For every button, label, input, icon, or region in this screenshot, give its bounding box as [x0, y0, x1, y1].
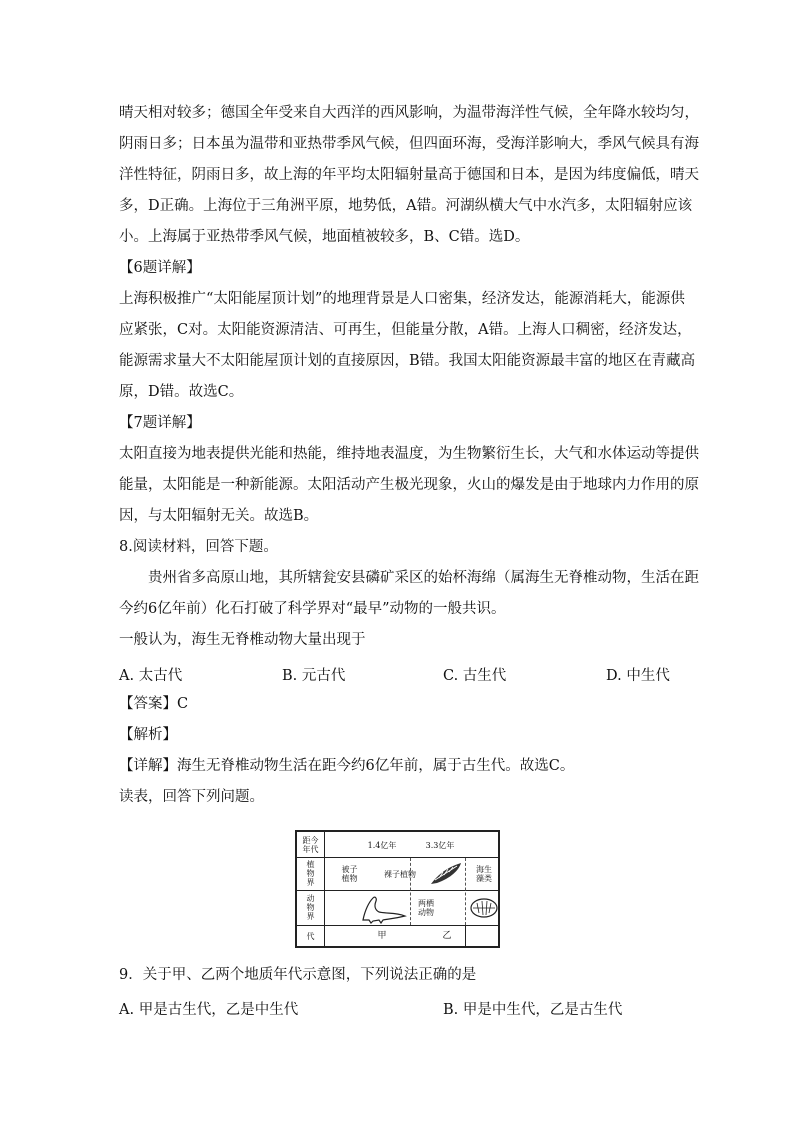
q8-question: 一般认为，海生无脊椎动物大量出现于 — [119, 632, 366, 648]
q8-stem: 8.阅读材料，回答下题。 — [119, 539, 278, 555]
text-line: 应紧张，C对。太阳能资源清洁、可再生，但能量分散，A错。上海人口稠密，经济发达， — [119, 322, 692, 338]
text-line: 阴雨日多；日本虽为温带和亚热带季风气候，但四面环海，受海洋影响大，季风气候具有海 — [119, 136, 699, 152]
year-label-2: 3.3亿年 — [425, 840, 455, 850]
q8-option-a: A. 太古代 — [119, 668, 183, 684]
geologic-time-table — [295, 830, 500, 948]
header-era: 代 — [306, 932, 315, 941]
q8-material — [119, 563, 699, 625]
era-yi: 乙 — [442, 930, 452, 941]
q9-stem: 9．关于甲、乙两个地质年代示意图，下列说法正确的是 — [119, 967, 477, 983]
text-line: 小。上海属于亚热带季风气候，地面植被较多，B、C错。选D。 — [119, 229, 530, 245]
q8-analysis: 【解析】 — [119, 727, 177, 743]
q8-detail: 【详解】海生无脊椎动物生活在距今约6亿年前，属于古生代。故选C。 — [119, 758, 575, 774]
paragraph-continued — [119, 98, 699, 253]
text-line: 贵州省多高原山地，其所辖瓮安县磷矿采区的始杯海绵（属海生无脊椎动物，生活在距 — [148, 570, 699, 586]
q7-explanation — [119, 439, 699, 532]
fern-icon — [429, 860, 465, 886]
q8-option-b: B. 元古代 — [282, 668, 346, 684]
text-line: 能量，太阳能是一种新能源。太阳活动产生极光现象，火山的爆发是由于地球内力作用的原 — [119, 477, 699, 493]
text-line: 太阳直接为地表提供光能和热能，维持地表温度，为生物繁衍生长，大气和水体运动等提供 — [119, 446, 699, 462]
dinosaur-icon — [359, 892, 409, 924]
plant-angiosperm: 被子 植物 — [341, 865, 358, 883]
plant-gymnosperm: 裸子植物 — [384, 869, 416, 879]
text-line: 能源需求量大不太阳能屋顶计划的直接原因，B错。我国太阳能资源最丰富的地区在青藏高 — [119, 353, 696, 369]
era-jia: 甲 — [377, 930, 387, 941]
header-animals: 动 物 界 — [306, 894, 315, 921]
text-line: 多，D正确。上海位于三角洲平原，地势低，A错。河湖纵横大气中水汽多，太阳辐射应该 — [119, 198, 693, 214]
q9-option-b: B. 甲是中生代，乙是古生代 — [443, 1002, 623, 1018]
header-time: 距今 年代 — [302, 835, 319, 854]
q8-answer: 【答案】C — [119, 696, 189, 712]
text-line: 上海积极推广“太阳能屋顶计划”的地理背景是人口密集，经济发达，能源消耗大，能源供 — [119, 291, 685, 307]
q8-option-d: D. 中生代 — [606, 668, 670, 684]
trilobite-icon — [469, 896, 499, 920]
q6-explanation — [119, 284, 696, 408]
text-line: 洋性特征，阴雨日多，故上海的年平均太阳辐射量高于德国和日本，是因为纬度偏低，晴天 — [119, 167, 699, 183]
table-intro: 读表，回答下列问题。 — [119, 789, 264, 805]
text-line: 晴天相对较多；德国全年受来自大西洋的西风影响，为温带海洋性气候，全年降水较均匀， — [119, 105, 699, 121]
header-plants: 植 物 界 — [306, 860, 315, 887]
plant-algae: 海生 藻类 — [476, 865, 492, 883]
text-line: 因，与太阳辐射无关。故选B。 — [119, 508, 319, 524]
text-line: 今约6亿年前）化石打破了科学界对“最早”动物的一般共识。 — [119, 601, 506, 617]
q6-heading: 【6题详解】 — [119, 260, 201, 276]
text-line: 原，D错。故选C。 — [119, 384, 244, 400]
q9-option-a: A. 甲是古生代，乙是中生代 — [119, 1002, 299, 1018]
animal-amphibian: 两栖 动物 — [418, 899, 434, 917]
q8-option-c: C. 古生代 — [443, 668, 507, 684]
q7-heading: 【7题详解】 — [119, 415, 201, 431]
year-label-1: 1.4亿年 — [367, 840, 397, 850]
